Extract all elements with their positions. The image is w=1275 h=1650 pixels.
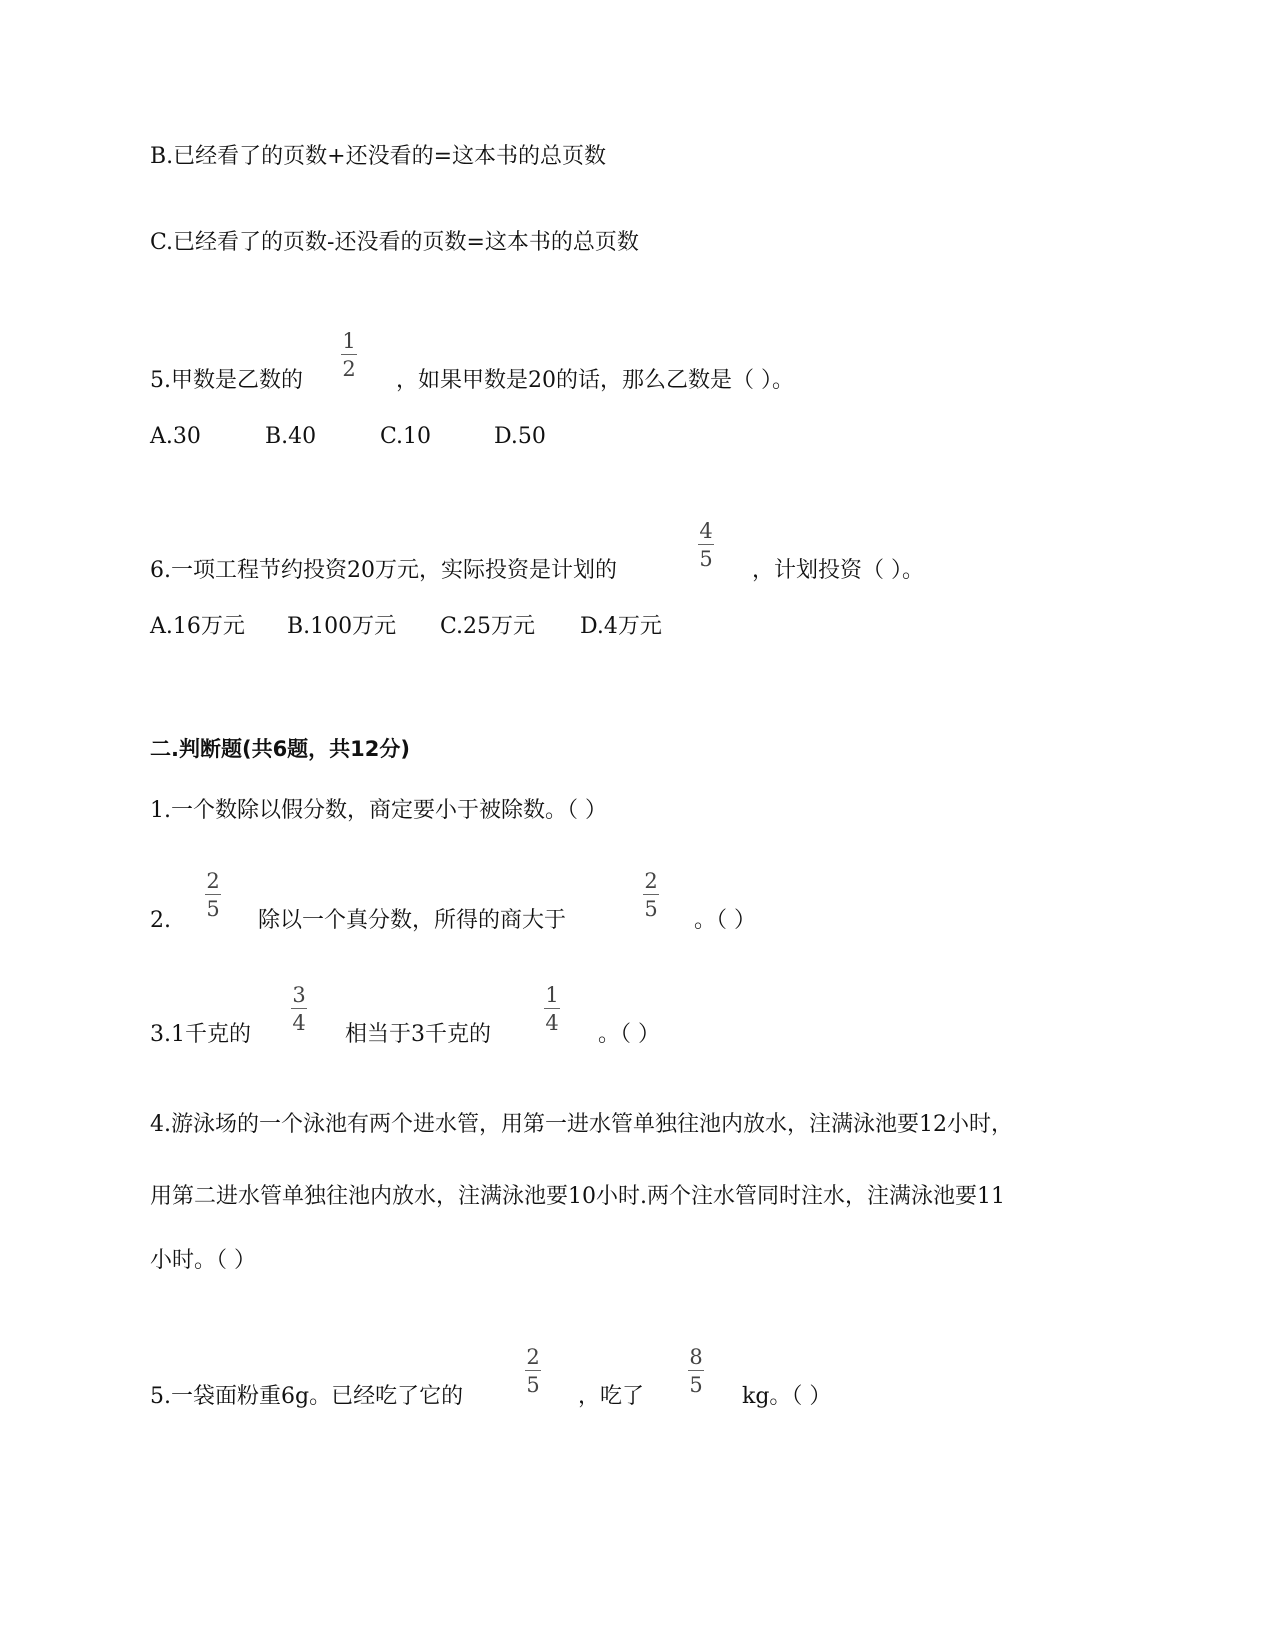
judge-q3-fraction-2 [541,984,563,1034]
judge-q4-line-1: 4.游泳场的一个泳池有两个进水管，用第一进水管单独往池内放水，注满泳池要12小时， [150,1112,1013,1137]
judge-q2-fraction-2 [640,870,662,920]
q5-prefix: 5.甲数是乙数的 [150,368,303,393]
q4-option-b: B.已经看了的页数+还没看的=这本书的总页数 [150,144,607,169]
q5-option-b: B.40 [265,424,317,449]
judge-q3-middle: 相当于3千克的 [345,1022,491,1047]
q5-option-d: D.50 [494,424,546,449]
fraction-numerator: 1 [342,329,356,353]
judge-q2-prefix: 2. [150,908,171,933]
fraction-numerator: 4 [699,519,713,543]
fraction-bar [205,894,221,895]
judge-q5-prefix: 5.一袋面粉重6g。已经吃了它的 [150,1384,464,1409]
q4-option-c: C.已经看了的页数-还没看的页数=这本书的总页数 [150,230,639,255]
q6-option-c: C.25万元 [440,614,536,639]
fraction-denominator: 5 [206,897,220,921]
q6-suffix: ，计划投资（ ）。 [752,558,924,583]
q6-fraction [695,520,717,570]
fraction-denominator: 5 [526,1373,540,1397]
fraction-numerator: 2 [644,869,658,893]
fraction-denominator: 5 [689,1373,703,1397]
fraction-numerator: 2 [206,869,220,893]
fraction-denominator: 5 [644,897,658,921]
judge-q3-prefix: 3.1千克的 [150,1022,251,1047]
judge-q2-middle: 除以一个真分数，所得的商大于 [258,908,567,933]
fraction-denominator: 5 [699,547,713,571]
q5-option-a: A.30 [150,424,201,449]
q5-option-c: C.10 [380,424,432,449]
judge-q1: 1.一个数除以假分数，商定要小于被除数。（ ） [150,798,607,823]
fraction-bar [341,354,357,355]
q6-prefix: 6.一项工程节约投资20万元，实际投资是计划的 [150,558,617,583]
fraction-numerator: 3 [292,983,306,1007]
fraction-bar [525,1370,541,1371]
judge-q3-suffix: 。（ ） [598,1022,660,1047]
q5-fraction [338,330,360,380]
judge-q5-suffix: kg。（ ） [742,1384,832,1409]
fraction-bar [291,1008,307,1009]
fraction-numerator: 1 [545,983,559,1007]
q6-option-b: B.100万元 [287,614,397,639]
q5-suffix: ，如果甲数是20的话，那么乙数是（ ）。 [396,368,794,393]
fraction-denominator: 4 [545,1011,559,1035]
judge-q2-suffix: 。（ ） [694,908,756,933]
fraction-numerator: 2 [526,1345,540,1369]
section-heading-judgement: 二.判断题(共6题，共12分) [150,737,411,761]
fraction-denominator: 2 [342,357,356,381]
judge-q5-fraction-1 [522,1346,544,1396]
judge-q4-line-2: 用第二进水管单独往池内放水，注满泳池要10小时.两个注水管同时注水，注满泳池要11 [150,1184,1005,1209]
q6-option-a: A.16万元 [150,614,245,639]
fraction-numerator: 8 [689,1345,703,1369]
judge-q2-fraction-1 [202,870,224,920]
fraction-bar [544,1008,560,1009]
judge-q5-middle: ，吃了 [578,1384,645,1409]
fraction-bar [688,1370,704,1371]
fraction-denominator: 4 [292,1011,306,1035]
judge-q3-fraction-1 [288,984,310,1034]
fraction-bar [698,544,714,545]
judge-q5-fraction-2 [685,1346,707,1396]
judge-q4-line-3: 小时。（ ） [150,1248,256,1273]
q6-option-d: D.4万元 [580,614,662,639]
fraction-bar [643,894,659,895]
